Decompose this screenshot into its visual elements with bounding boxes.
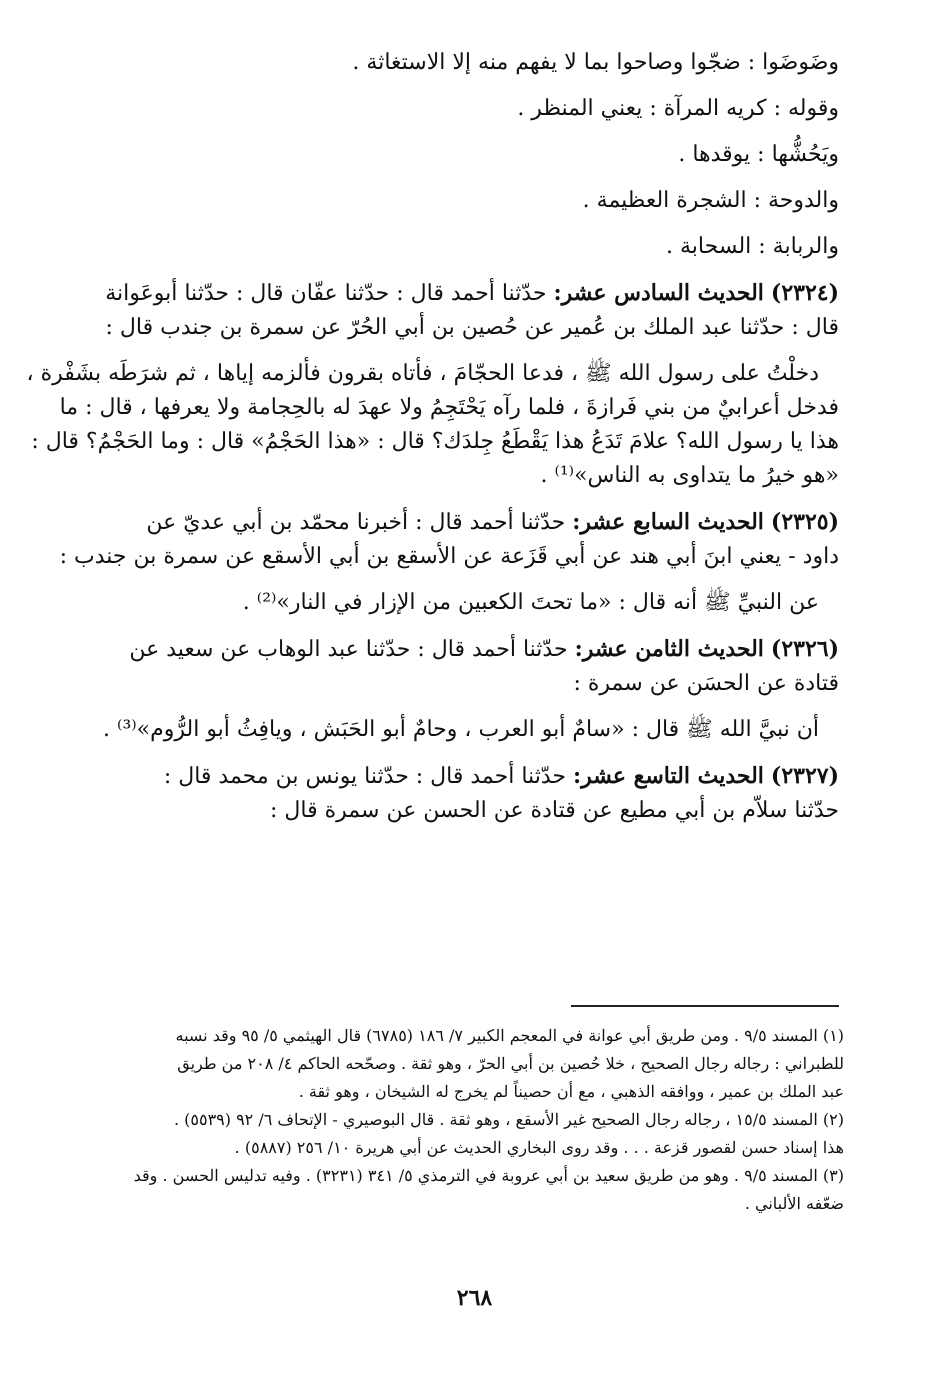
hadith-isnad-continued: حدّثنا سلاّم بن أبي مطيع عن قتادة عن الحسن عن سمرة قال : (270, 798, 839, 823)
page-number: ٢٦٨ (456, 1285, 493, 1311)
glossary-line: والدوحة : الشجرة العظيمة . (582, 188, 839, 213)
hadith-text-line: هذا يا رسول الله؟ علامَ تَدَعُ هذا يَقْطَعُ جِلدَك؟ قال : «هذا الحَجْمُ» قال : وما الحَجْمُ؟ قال : (31, 429, 839, 454)
hadith-title: الحديث التاسع عشر: (572, 763, 764, 789)
hadith-number: (٢٣٢٧) (770, 763, 839, 789)
footnotes (72, 1022, 844, 1218)
glossary-line: ويَحُشُّها : يوقدها . (678, 142, 839, 167)
footnote-line: (٢) المسند ١٥/٥ ، رجاله رجال الصحيح غير الأسقع ، وهو ثقة . قال البوصيري - الإتحاف ٦/ ٩٢ (٥٥٣٩) . (173, 1110, 844, 1129)
glossary-line: وقوله : كريه المرآة : يعني المنظر . (517, 96, 839, 121)
hadith-isnad: حدّثنا أحمد قال : حدّثنا يونس بن محمد قال : (163, 764, 566, 789)
hadith-isnad-continued: داود - يعني ابنَ أبي هند عن أبي قَزَعة عن الأسقع بن أبي الأسقع عن سمرة بن جندب : (59, 544, 839, 569)
hadith-isnad: حدّثنا أحمد قال : أخبرنا محمّد بن أبي عديّ عن (146, 510, 566, 535)
glossary-line: وضَوضَوا : ضجّوا وصاحوا بما لا يفهم منه إلا الاستغاثة . (352, 50, 839, 75)
hadith-isnad-continued: قال : حدّثنا عبد الملك بن عُمير عن حُصين بن أبي الحُرّ عن سمرة بن جندب قال : (105, 315, 839, 340)
hadith-heading (72, 632, 839, 667)
hadith-text-line: «هو خيرُ ما يتداوى به الناس»⁽¹⁾ . (540, 463, 839, 488)
hadith-number: (٢٣٢٤) (770, 280, 839, 306)
footnote-line: ضعّفه الألباني . (744, 1194, 844, 1213)
hadith-isnad: حدّثنا أحمد قال : حدّثنا عبد الوهاب عن سعيد عن (129, 637, 568, 662)
footnote-line: هذا إسناد حسن لقصور قزعة . . . وقد روى البخاري الحديث عن أبي هريرة ١٠/ ٢٥٦ (٥٨٨٧) . (234, 1138, 844, 1157)
main-text (26, 46, 839, 828)
hadith-heading (72, 276, 839, 311)
hadith-isnad: حدّثنا أحمد قال : حدّثنا عفّان قال : حدّثنا أبوعَوانة (105, 281, 547, 306)
hadith-text-line: أن نبيَّ الله ﷺ قال : «سامٌ أبو العرب ، وحامٌ أبو الحَبَش ، ويافِثُ أبو الرُّوم»⁽³⁾ . (103, 717, 819, 742)
hadith-number: (٢٣٢٦) (770, 636, 839, 662)
hadith-isnad-continued: قتادة عن الحسَن عن سمرة : (573, 671, 839, 696)
footnote-line: (٣) المسند ٩/٥ . وهو من طريق سعيد بن أبي عروبة في الترمذي ٥/ ٣٤١ (٣٢٣١) . وفيه تدليس الحسن . وقد (133, 1166, 844, 1185)
footnote-divider (571, 1005, 839, 1007)
hadith-heading (72, 759, 839, 794)
hadith-text-line: فدخل أعرابيٌ من بني فَرازةَ ، فلما رآه يَحْتَجِمُ ولا عهدَ له بالحِجامة ولا يعرفها ، قال : ما (59, 395, 839, 420)
hadith-title: الحديث السابع عشر: (572, 509, 764, 535)
footnote-line: للطبراني : رجاله رجال الصحيح ، خلا حُصين بن أبي الحرّ ، وهو ثقة . وصحّحه الحاكم ٤/ ٢٠٨ من طريق (177, 1054, 844, 1073)
glossary-line: والربابة : السحابة . (666, 234, 839, 259)
hadith-heading (72, 505, 839, 540)
hadith-title: الحديث الثامن عشر: (574, 636, 764, 662)
footnote-line: عبد الملك بن عمير ، ووافقه الذهبي ، مع أن حصيناً لم يخرج له الشيخان ، وهو ثقة . (298, 1082, 844, 1101)
hadith-text-line: دخلْتُ على رسول الله ﷺ ، فدعا الحجّامَ ، فأتاه بقرون فألزمه إياها ، ثم شرَطَه بشَفْرة ، (26, 361, 819, 386)
hadith-title: الحديث السادس عشر: (553, 280, 764, 306)
hadith-text-line: عن النبيِّ ﷺ أنه قال : «ما تحتَ الكعبين من الإزار في النار»⁽²⁾ . (242, 590, 819, 615)
footnote-line: (١) المسند ٩/٥ . ومن طريق أبي عوانة في المعجم الكبير ٧/ ١٨٦ (٦٧٨٥) قال الهيثمي ٥/ ٩٥ وقد نسبه (175, 1026, 844, 1045)
hadith-number: (٢٣٢٥) (770, 509, 839, 535)
